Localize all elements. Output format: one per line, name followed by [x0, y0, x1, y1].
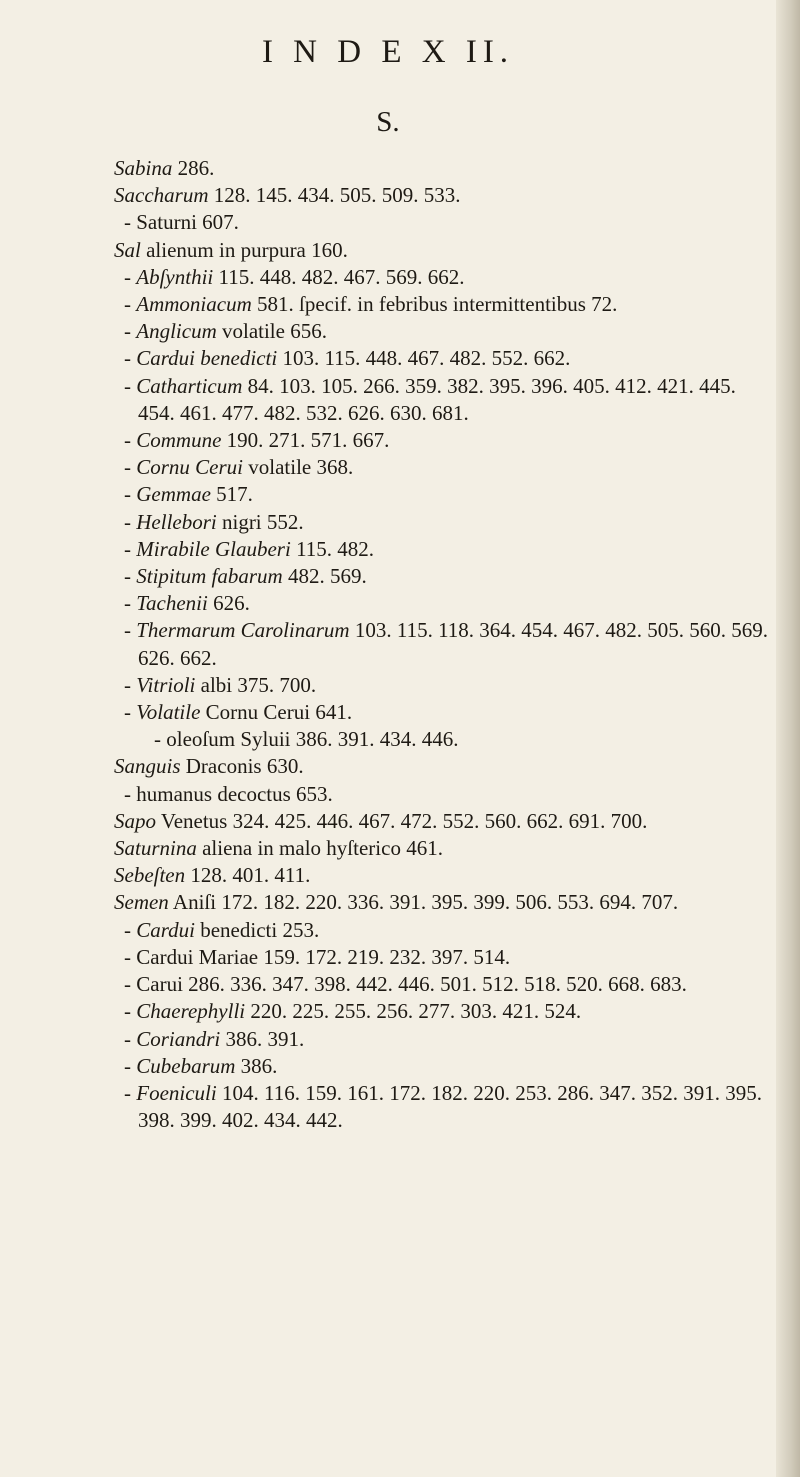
index-entry: [114, 563, 774, 590]
entry-refs: 104. 116. 159. 161. 172. 182. 220. 253. 286. 347. 352. 391. 395. 398. 399. 402. 434. 442.: [138, 1080, 762, 1133]
entry-refs: 220. 225. 255. 256. 277. 303. 421. 524.: [245, 999, 582, 1024]
sub-entry-dash: -: [154, 727, 167, 752]
entry-refs: Cardui Mariae 159. 172. 219. 232. 397. 514.: [136, 944, 511, 969]
sub-entry-dash: -: [124, 972, 137, 997]
sub-entry-dash: -: [124, 944, 137, 969]
index-entry: [114, 944, 774, 971]
sub-entry-dash: -: [124, 346, 137, 371]
index-entry: [114, 726, 774, 753]
entry-refs: volatile 368.: [243, 455, 354, 480]
entry-refs: Aniſi 172. 182. 220. 336. 391. 395. 399. 506. 553. 694. 707.: [168, 890, 679, 915]
entry-refs: Saturni 607.: [136, 210, 239, 235]
index-entry: [114, 509, 774, 536]
sub-entry-dash: -: [124, 264, 137, 289]
entry-term: Chaerephylli: [136, 999, 246, 1024]
index-entry: [114, 427, 774, 454]
entry-term: Cubebarum: [136, 1053, 236, 1078]
entry-term: Sabina: [114, 156, 173, 180]
index-entry: [114, 917, 774, 944]
entry-refs: 286.: [172, 156, 215, 180]
sub-entry-dash: -: [124, 999, 137, 1024]
entry-term: Gemmae: [136, 482, 211, 507]
entry-term: Saccharum: [114, 183, 209, 208]
index-entry: [114, 862, 774, 889]
index-entry: [114, 835, 774, 862]
sub-entry-dash: -: [124, 1080, 137, 1105]
index-entry: [114, 808, 774, 835]
index-entry: [114, 373, 774, 427]
index-entry: [114, 291, 774, 318]
sub-entry-dash: -: [124, 292, 137, 317]
sub-entry-dash: -: [124, 618, 137, 643]
entry-term: Hellebori: [136, 509, 217, 534]
index-entries: [114, 155, 774, 1134]
entry-term: Foeniculi: [136, 1080, 217, 1105]
index-entry: [114, 672, 774, 699]
entry-refs: 103. 115. 118. 364. 454. 467. 482. 505. 560. 569. 626. 662.: [138, 618, 769, 670]
entry-refs: 128. 145. 434. 505. 509. 533.: [208, 183, 461, 208]
entry-refs: oleoſum Syluii 386. 391. 434. 446.: [166, 727, 459, 752]
entry-refs: aliena in malo hyſterico 461.: [196, 836, 443, 861]
entry-term: Volatile: [136, 700, 201, 725]
entry-term: Stipitum fabarum: [136, 564, 283, 589]
entry-term: Coriandri: [136, 1026, 221, 1051]
index-entry: [114, 1080, 774, 1134]
entry-term: Sanguis: [114, 754, 181, 779]
entry-term: Semen: [114, 890, 169, 915]
sub-entry-dash: -: [124, 319, 137, 344]
index-entry: [114, 889, 774, 916]
index-entry: [114, 209, 774, 236]
entry-refs: 386.: [235, 1053, 278, 1078]
sub-entry-dash: -: [124, 509, 137, 534]
entry-refs: Carui 286. 336. 347. 398. 442. 446. 501. 512. 518. 520. 668. 683.: [136, 972, 687, 997]
entry-refs: 581. ſpecif. in febribus intermittentibus 72.: [251, 292, 618, 317]
sub-entry-dash: -: [124, 373, 137, 398]
index-entry: [114, 1026, 774, 1053]
entry-term: Abſynthii: [136, 264, 214, 289]
entry-refs: 626.: [207, 591, 250, 616]
entry-term: Thermarum Carolinarum: [136, 618, 350, 643]
sub-entry-dash: -: [124, 672, 137, 697]
index-entry: [114, 1053, 774, 1080]
entry-term: Catharticum: [136, 373, 243, 398]
entry-refs: benedicti 253.: [194, 917, 320, 942]
entry-refs: 517.: [210, 482, 253, 507]
entry-refs: 103. 115. 448. 467. 482. 552. 662.: [277, 346, 571, 371]
sub-entry-dash: -: [124, 455, 137, 480]
index-entry: [114, 753, 774, 780]
sub-entry-dash: -: [124, 210, 137, 235]
entry-refs: 386. 391.: [220, 1026, 305, 1051]
entry-refs: 84. 103. 105. 266. 359. 382. 395. 396. 405. 412. 421. 445. 454. 461. 477. 482. 532. 626. 630. 681.: [138, 373, 736, 425]
entry-refs: 190. 271. 571. 667.: [221, 428, 390, 453]
index-entry: [114, 998, 774, 1025]
entry-term: Tachenii: [136, 591, 208, 616]
entry-term: Sal: [114, 237, 141, 262]
entry-refs: Venetus 324. 425. 446. 467. 472. 552. 560. 662. 691. 700.: [156, 808, 648, 833]
index-entry: [114, 971, 774, 998]
index-entry: [114, 536, 774, 563]
sub-entry-dash: -: [124, 700, 137, 725]
index-entry: [114, 318, 774, 345]
section-letter: S.: [376, 106, 400, 138]
index-entry: [114, 454, 774, 481]
index-entry: [114, 155, 774, 182]
sub-entry-dash: -: [124, 1053, 137, 1078]
entry-term: Cornu Cerui: [136, 455, 244, 480]
entry-refs: alienum in purpura 160.: [140, 237, 348, 262]
entry-term: Cardui: [136, 917, 195, 942]
entry-refs: 482. 569.: [282, 564, 367, 589]
sub-entry-dash: -: [124, 1026, 137, 1051]
index-entry: [114, 699, 774, 726]
index-entry: [114, 781, 774, 808]
entry-refs: nigri 552.: [216, 509, 304, 534]
entry-term: Saturnina: [114, 836, 197, 861]
entry-term: Sebeſten: [114, 863, 186, 888]
entry-refs: humanus decoctus 653.: [136, 781, 333, 806]
sub-entry-dash: -: [124, 428, 137, 453]
entry-term: Anglicum: [136, 319, 217, 344]
entry-term: Commune: [136, 428, 222, 453]
entry-term: Vitrioli: [136, 672, 196, 697]
entry-term: Sapo: [114, 808, 156, 833]
index-entry: [114, 590, 774, 617]
sub-entry-dash: -: [124, 482, 137, 507]
index-entry: [114, 617, 774, 671]
entry-refs: Cornu Cerui 641.: [200, 700, 353, 725]
index-entry: [114, 481, 774, 508]
sub-entry-dash: -: [124, 781, 137, 806]
index-entry: [114, 237, 774, 264]
entry-term: Cardui benedicti: [136, 346, 278, 371]
entry-term: Ammoniacum: [136, 292, 252, 317]
sub-entry-dash: -: [124, 917, 137, 942]
page-edge: [776, 0, 800, 1477]
index-entry: [114, 182, 774, 209]
entry-refs: 128. 401. 411.: [185, 863, 311, 888]
index-entry: [114, 345, 774, 372]
index-entry: [114, 264, 774, 291]
page-title: I N D E X II.: [261, 34, 515, 70]
sub-entry-dash: -: [124, 564, 137, 589]
entry-term: Mirabile Glauberi: [136, 536, 291, 561]
sub-entry-dash: -: [124, 536, 137, 561]
sub-entry-dash: -: [124, 591, 137, 616]
entry-refs: volatile 656.: [216, 319, 327, 344]
entry-refs: albi 375. 700.: [195, 672, 317, 697]
entry-refs: Draconis 630.: [180, 754, 304, 779]
entry-refs: 115. 482.: [290, 536, 375, 561]
entry-refs: 115. 448. 482. 467. 569. 662.: [213, 264, 465, 289]
